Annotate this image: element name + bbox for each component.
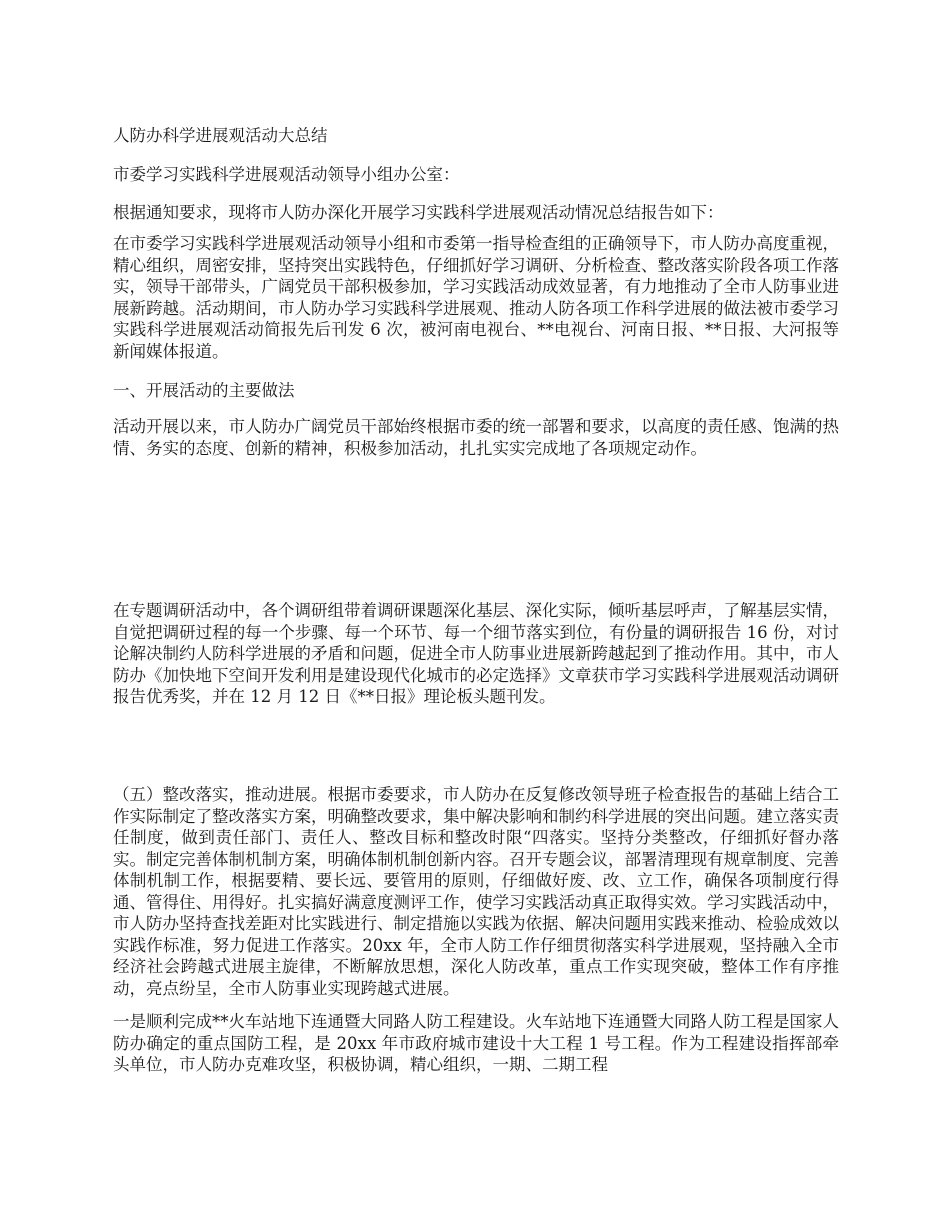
intro-paragraph: 根据通知要求，现将市人防办深化开展学习实践科学进展观活动情况总结报告如下：: [113, 203, 724, 222]
document-title: 人防办科学进展观活动大总结: [113, 126, 328, 145]
recipient-line: 市委学习实践科学进展观活动领导小组办公室：: [113, 165, 460, 184]
section-heading: 一、开展活动的主要做法: [113, 381, 295, 400]
activity-paragraph: 活动开展以来，市人防办广阔党员干部始终根据市委的统一部署和要求，以高度的责任感、饱满的热情、务实的态度、创新的精神，积极参加活动，扎扎实实完成地了各项规定动作。: [113, 417, 839, 458]
project-paragraph: 一是顺利完成**火车站地下连通暨大同路人防工程建设。火车站地下连通暨大同路人防工程是国家人防办确定的重点国防工程，是 20xx 年市政府城市建设十大工程 1 号工程。作为工程建设指挥部牵头单位，市人防办克难攻坚，积极协调，精心组织，一期、二期工程: [113, 1012, 839, 1074]
research-paragraph: 在专题调研活动中，各个调研组带着调研课题深化基层、深化实际，倾听基层呼声，了解基层实情，自觉把调研过程的每一个步骤、每一个环节、每一个细节落实到位，有份量的调研报告 16 份，对讨论解决制约人防科学进展的矛盾和问题，促进全市人防事业进展新跨越起到了推动作用。其中，市人防办《加快地下空间开发利用是建设现代化城市的必定选择》文章获市学习实践科学进展观活动调研报告优秀奖，并在 12 月 12 日《**日报》理论板头题刊发。: [113, 601, 839, 706]
rectification-paragraph: （五）整改落实，推动进展。根据市委要求，市人防办在反复修改领导班子检查报告的基础上结合工作实际制定了整改落实方案，明确整改要求，集中解决影响和制约科学进展的突出问题。建立落实责任制度，做到责任部门、责任人、整改目标和整改时限“四落实。坚持分类整改，仔细抓好督办落实。制定完善体制机制方案，明确体制机制创新内容。召开专题会议，部署清理现有规章制度、完善体制机制工作，根据要精、要长远、要管用的原则，仔细做好废、改、立工作，确保各项制度行得通、管得住、用得好。扎实搞好满意度测评工作，使学习实践活动真正取得实效。学习实践活动中，市人防办坚持查找差距对比实践进行、制定措施以实践为依据、解决问题用实践来推动、检验成效以实践作标准，努力促进工作落实。20xx 年，全市人防工作仔细贯彻落实科学进展观，坚持融入全市经济社会跨越式进展主旋律，不断解放思想，深化人防改革，重点工作实现突破，整体工作有序推动，亮点纷呈，全市人防事业实现跨越式进展。: [113, 785, 839, 998]
overview-paragraph: 在市委学习实践科学进展观活动领导小组和市委第一指导检查组的正确领导下，市人防办高度重视，精心组织，周密安排，坚持突出实践特色，仔细抓好学习调研、分析检查、整改落实阶段各项工作落实，领导干部带头，广阔党员干部积极参加，学习实践活动成效显著，有力地推动了全市人防事业进展新跨越。活动期间，市人防办学习实践科学进展观、推动人防各项工作科学进展的做法被市委学习实践科学进展观活动简报先后刊发 6 次，被河南电视台、**电视台、河南日报、**日报、大河报等新闻媒体报道。: [113, 234, 839, 361]
